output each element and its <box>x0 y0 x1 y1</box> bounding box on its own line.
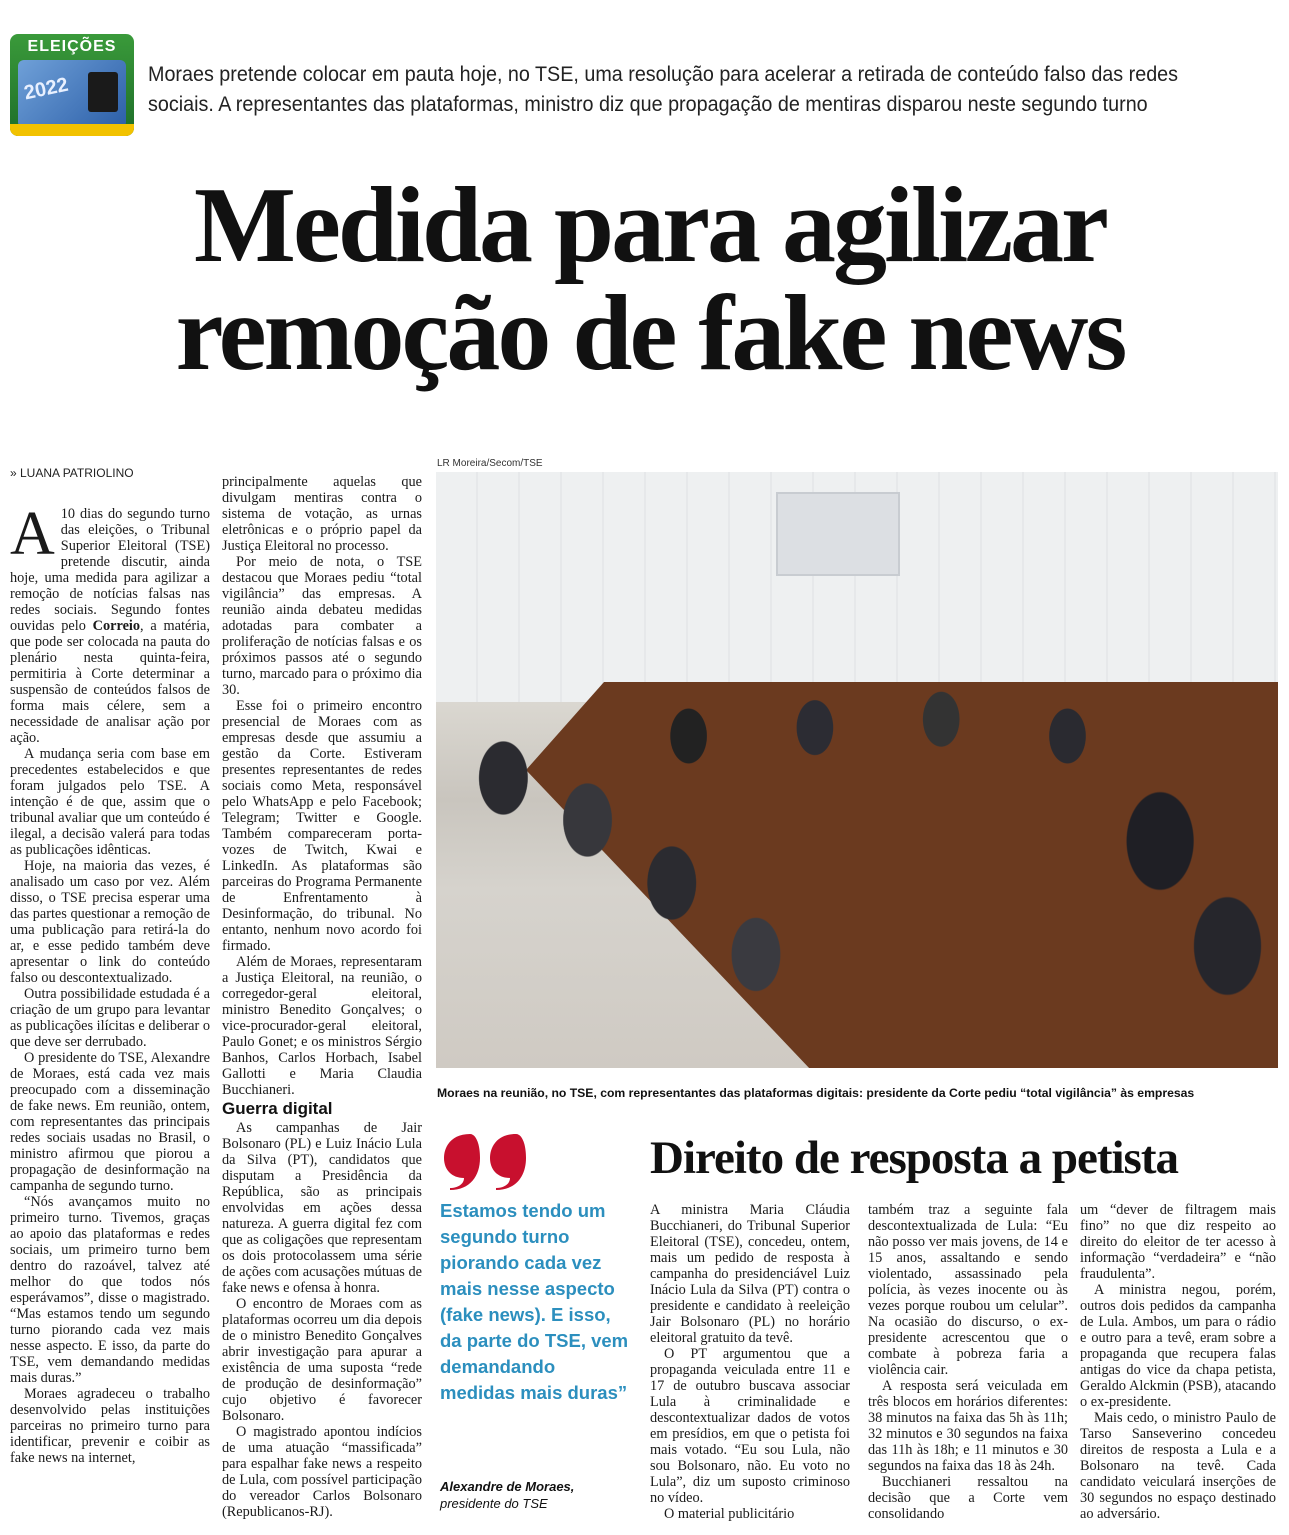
paragraph: A resposta será veiculada em três blocos em horários diferentes: 38 minutos na faixa das 5h às 11h; 32 minutos e 30 segundos na faixa das 11h às 18h; e 11 minutos e 30 segundos na faixa das 18 às 24h. <box>868 1378 1068 1474</box>
photo-credit: LR Moreira/Secom/TSE <box>437 458 543 469</box>
paragraph: O magistrado apontou indícios de uma atuação “massificada” para espalhar fake news a respeito de Lula, com possível participação do vereador Carlos Bolsonaro (Republicanos-RJ). <box>222 1424 422 1520</box>
paragraph: Além de Moraes, representaram a Justiça Eleitoral, na reunião, o corregedor-geral eleitoral, ministro Benedito Gonçalves; o vice-procurador-geral eleitoral, Paulo Gonet; e os ministros Sérgio Banhos, Carlos Horbach, Isabel Gallotti e Maria Claudia Bucchianeri. <box>222 954 422 1098</box>
paragraph: O encontro de Moraes com as plataformas ocorreu um dia depois de o ministro Benedito Gonçalves abrir investigação para apurar a existência de uma suposta “rede de produção de desinformação” cujo objetivo é favorecer Bolsonaro. <box>222 1296 422 1424</box>
paragraph: também traz a seguinte fala descontextualizada de Lula: “Eu não posso ver mais jovens, de 14 e 15 anos, assaltando e sendo violentado, assassinado pela polícia, às vezes inocente ou às vezes porque roubou um celular”. Na ocasião do discurso, o ex-presidente acrescentou que o combate à pobreza faria a violência cair. <box>868 1202 1068 1378</box>
paragraph: O presidente do TSE, Alexandre de Moraes, está cada vez mais preocupado com a disseminação de fake news. Em reunião, ontem, com representantes das principais redes sociais usadas no Brasil, o ministro afirmou que piorou a propagação de desinformação na campanha de segundo turno. <box>10 1050 210 1194</box>
paragraph: “Nós avançamos muito no primeiro turno. Tivemos, graças ao apoio das plataformas e redes sociais, um primeiro turno bem dentro do razoável, talvez até melhor do que todos nós esperávamos”, disse o magistrado. “Mas estamos tendo um segundo turno piorando cada vez mais nesse aspecto. E isso, da parte do TSE, vem demandando medidas mais duras.” <box>10 1194 210 1386</box>
paragraph: Esse foi o primeiro encontro presencial de Moraes com as empresas desde que assumiu a gestão da Corte. Estiveram presentes representantes de redes sociais como Meta, responsável pelo WhatsApp e pelo Facebook; Telegram; Twitter e Google. Também compareceram porta-vozes de Twitch, Kwai e LinkedIn. As plataformas são parceiras do Programa Permanente de Enfrentamento à Desinformação, do tribunal. No entanto, nenhum novo acordo foi firmado. <box>222 698 422 954</box>
paragraph: O PT argumentou que a propaganda veiculada entre 11 e 17 de outubro buscava associar Lula à criminalidade e descontextualizar dados de votos em presídios, em que o petista foi mais votado. “Eu sou Lula, não sou Bolsonaro, não. Eu voto no Lula”, diz um suposto criminoso no vídeo. <box>650 1346 850 1506</box>
article-column-5 <box>1080 1202 1276 1522</box>
photo-attendees <box>436 652 1278 1068</box>
badge-year: 2022 <box>22 73 71 105</box>
paragraph: principalmente aquelas que divulgam mentiras contra o sistema de votação, as urnas eletrônicas e o próprio papel da Justiça Eleitoral no processo. <box>222 474 422 554</box>
byline: » LUANA PATRIOLINO <box>10 466 134 480</box>
article-column-2 <box>222 474 422 1520</box>
paragraph: O material publicitário <box>664 1506 795 1522</box>
ballot-box-icon <box>88 72 118 112</box>
paragraph: Por meio de nota, o TSE destacou que Moraes pediu “total vigilância” das empresas. A reunião ainda debateu medidas adotadas para combater a proliferação de notícias falsas e os próximos passos até o segundo turno, marcado para o próximo dia 30. <box>222 554 422 698</box>
paragraph: Bucchianeri ressaltou na decisão que a Corte vem consolidando <box>868 1474 1068 1522</box>
quote-author-name: Alexandre de Moraes, <box>440 1479 575 1494</box>
meeting-photo <box>436 472 1278 1068</box>
paragraph: Outra possibilidade estudada é a criação de um grupo para levantar as publicações ilícitas e deliberar o que deve ser derrubado. <box>10 986 210 1050</box>
kicker-text: Moraes pretende colocar em pauta hoje, no TSE, uma resolução para acelerar a retirada de conteúdo falso das redes sociais. A representantes das plataformas, ministro diz que propagação de mentiras disparou neste segundo turno <box>148 63 1179 116</box>
quote-mark-icon <box>440 1130 530 1190</box>
paragraph: Mais cedo, o ministro Paulo de Tarso Sanseverino concedeu direitos de resposta a Lula e a Bolsonaro na tevê. Cada candidato veiculará inserções de 30 segundos no espaço destinado ao adversário. <box>1080 1410 1276 1522</box>
article-column-1 <box>10 500 210 1466</box>
quote-attribution <box>440 1478 630 1512</box>
headline-line-2: remoção de fake news <box>175 274 1125 393</box>
paragraph <box>10 500 210 746</box>
paragraph: A mudança seria com base em precedentes estabelecidos e que foram julgados pelo TSE. A intenção é de que, assim que o tribunal avaliar que um conteúdo é ilegal, a decisão valerá para todas as publicações idênticas. <box>10 746 210 858</box>
secondary-headline: Direito de resposta a petista <box>650 1132 1178 1184</box>
headline-line-1: Medida para agilizar <box>194 166 1106 285</box>
section-subhead: Guerra digital <box>222 1099 333 1118</box>
quote-author-role: presidente do TSE <box>440 1496 548 1511</box>
text: , a matéria, que pode ser colocada na pauta do plenário nesta quinta-feira, permitiria à Corte determinar a suspensão de conteúdos falsos de forma mais célere, sem a necessidade de analisar ação por ação. <box>10 618 210 746</box>
paragraph: A ministra negou, porém, outros dois pedidos da campanha de Lula. Ambos, um para o rádio e outro para a tevê, eram sobre a propaganda que recupera falas antigas do vice da chapa petista, Geraldo Alckmin (PSB), atacando o ex-presidente. <box>1080 1282 1276 1410</box>
text: 10 dias do segundo turno das eleições, o Tribunal Superior Eleitoral (TSE) pretende discutir, ainda hoje, uma medida para agilizar a remoção de notícias falsas nas redes sociais. Segundo fontes ouvidas pelo <box>10 506 210 634</box>
paragraph: Hoje, na maioria das vezes, é analisado um caso por vez. Além disso, o TSE precisa esperar uma das partes questionar a remoção de uma publicação para retirá-la do ar, e esse pedido também deve apresentar o link do conteúdo falso ou descontextualizado. <box>10 858 210 986</box>
elections-2022-badge <box>10 34 134 136</box>
pull-quote: Estamos tendo um segundo turno piorando cada vez mais nesse aspecto (fake news). E isso, da parte do TSE, vem demandando medidas mais duras” <box>440 1200 629 1403</box>
paragraph: Moraes agradeceu o trabalho desenvolvido pelas instituições parceiras no primeiro turno para identificar, prevenir e coibir as fake news na internet, <box>10 1386 210 1466</box>
paragraph: As campanhas de Jair Bolsonaro (PL) e Luiz Inácio Lula da Silva (PT), candidatos que disputam a Presidência da República, são as principais envolvidas em ações dessa natureza. A guerra digital fez com que as coligações que representam os dois protocolassem uma série de ações com acusações mútuas de fake news e ofensa à honra. <box>222 1120 422 1296</box>
drop-cap: A <box>10 500 55 568</box>
paragraph: A ministra Maria Cláudia Bucchianeri, do Tribunal Superior Eleitoral (TSE), concedeu, ontem, mais um pedido de resposta à campanha do presidenciável Luiz Inácio Lula da Silva (PT) contra o presidente e candidato à reeleição Jair Bolsonaro (PL) no horário eleitoral gratuito da tevê. <box>650 1202 850 1346</box>
badge-label: ELEIÇÕES <box>27 38 117 55</box>
newspaper-name: Correio <box>92 618 141 634</box>
photo-caption: Moraes na reunião, no TSE, com representantes das plataformas digitais: presidente da Corte pediu “total vigilância” às empresas <box>437 1086 1195 1100</box>
paragraph: um “dever de filtragem mais fino” no que diz respeito ao direito do eleitor de ter acesso à informação “verdadeira” e “não fraudulenta”. <box>1080 1202 1276 1282</box>
photo-screen <box>776 492 900 576</box>
headline <box>30 166 1270 393</box>
article-column-3 <box>650 1202 850 1522</box>
article-column-4 <box>868 1202 1068 1522</box>
badge-stripe <box>10 124 134 136</box>
